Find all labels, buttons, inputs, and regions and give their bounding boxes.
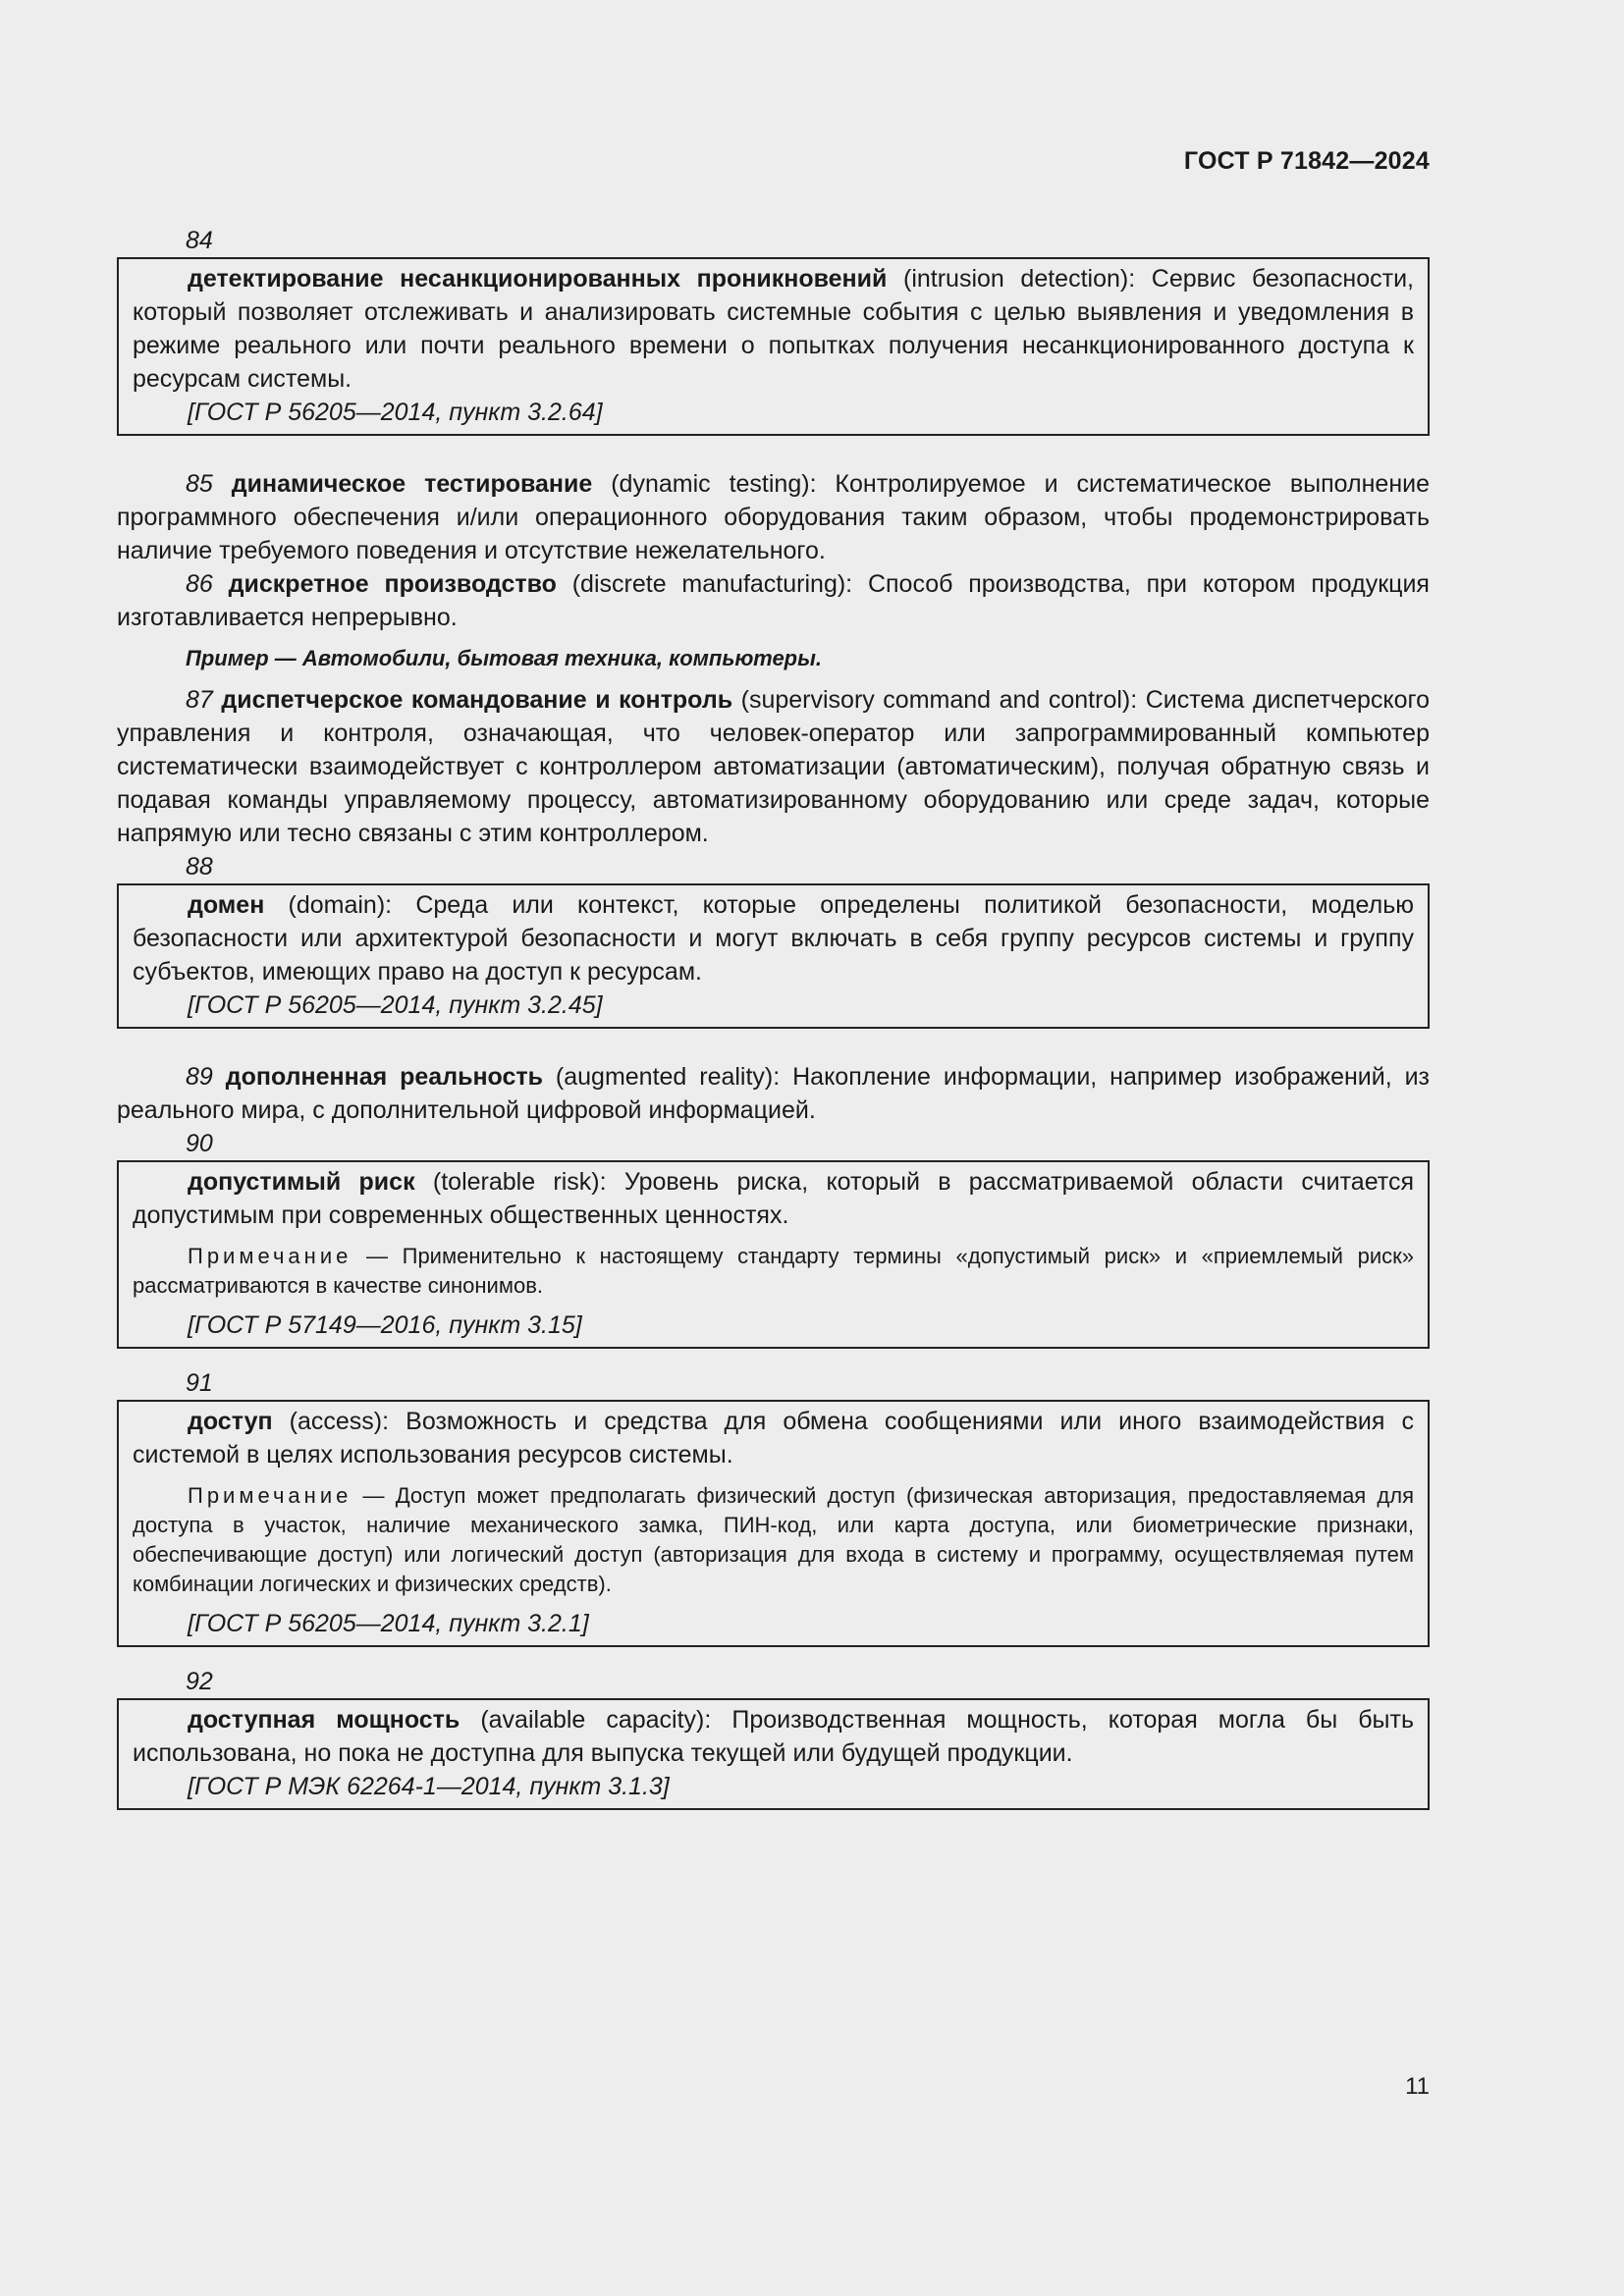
definition-text-85: : Контролируемое и систематическое выполнение программного обеспечения и/или операционного оборудования таким образом, чтобы продемонстрировать наличие требуемого поведения и отсутствие нежелательного. [117,470,1430,564]
definition-text-91: : Возможность и средства для обмена сообщениями или иного взаимодействия с системой в целях использования ресурсов системы. [133,1408,1414,1468]
term-88: домен [188,891,265,919]
term-84: детектирование несанкционированных проникновений [188,265,888,293]
entry-number-89: 89 [186,1063,213,1091]
definition-text-90: : Уровень риска, который в рассматриваемой области считается допустимым при современных общественных ценностях. [133,1168,1414,1229]
term-92: доступная мощность [188,1706,460,1734]
entry-definition-88 [133,888,1414,988]
entry-box-88 [117,883,1430,1029]
definition-text-92: : Производственная мощность, которая могла бы быть использована, но пока не доступна для выпуска текущей или будущей продукции. [133,1706,1414,1767]
source-ref-84: [ГОСТ Р 56205—2014, пункт 3.2.64] [188,399,603,426]
term-89: дополненная реальность [225,1063,543,1091]
term-en-89: (augmented reality) [543,1063,774,1091]
entry-box-91 [117,1400,1430,1647]
term-en-84: (intrusion detection) [887,265,1129,293]
note-label-91: Примечание [188,1483,352,1508]
definition-text-84: : Сервис безопасности, который позволяет отслеживать и анализировать системные события с целью выявления и уведомления в режиме реального или почти реального времени о попытках получения несанкционированного доступа к ресурсам системы. [133,265,1414,393]
term-en-88: (domain) [264,891,386,919]
entry-number-85: 85 [186,470,213,498]
note-label-90: Примечание [188,1244,352,1268]
document-header: ГОСТ Р 71842—2024 [1183,147,1430,175]
definition-text-89: : Накопление информации, например изображений, из реального мира, с дополнительной цифровой информацией. [117,1063,1430,1124]
example-86: Пример — Автомобили, бытовая техника, компьютеры. [186,646,823,670]
entry-definition-90 [133,1165,1414,1232]
source-ref-91: [ГОСТ Р 56205—2014, пункт 3.2.1] [188,1610,589,1637]
term-87: диспетчерское командование и контроль [221,686,733,714]
source-ref-92: [ГОСТ Р МЭК 62264-1—2014, пункт 3.1.3] [188,1773,670,1800]
entry-number-87: 87 [186,686,213,714]
term-en-91: (access) [272,1408,383,1435]
document-body [117,224,1430,1810]
term-86: дискретное производство [228,570,557,598]
entry-definition-84 [133,262,1414,396]
note-text-90: — Применительно к настоящему стандарту термины «допустимый риск» и «приемлемый риск» рассматриваются в качестве синонимов. [133,1244,1414,1298]
entry-number-90: 90 [186,1130,213,1157]
entry-definition-91 [133,1405,1414,1471]
entry-number-91: 91 [186,1369,213,1397]
source-ref-90: [ГОСТ Р 57149—2016, пункт 3.15] [188,1311,582,1339]
term-en-86: (discrete manufacturing) [556,570,846,598]
term-en-87: (supervisory command and control) [732,686,1131,714]
note-91 [133,1481,1414,1599]
term-en-92: (available capacity) [460,1706,705,1734]
entry-definition-89 [117,1060,1430,1127]
term-85: динамическое тестирование [231,470,593,498]
term-en-90: (tolerable risk) [414,1168,600,1196]
term-en-85: (dynamic testing) [592,470,810,498]
entry-box-84 [117,257,1430,436]
definition-text-86: : Способ производства, при котором продукция изготавливается непрерывно. [117,570,1430,631]
entry-number-92: 92 [186,1668,213,1695]
page-number: 11 [1405,2073,1430,2100]
entry-box-90 [117,1160,1430,1349]
source-ref-88: [ГОСТ Р 56205—2014, пункт 3.2.45] [188,991,603,1019]
definition-text-87: : Система диспетчерского управления и контроля, означающая, что человек-оператор или запрограммированный компьютер систематически взаимодействует с контроллером автоматизации (автоматическим), получая обратную связь и подавая команды управляемому процессу, автоматизированному оборудованию или среде задач, которые напрямую или тесно связаны с этим контроллером. [117,686,1430,847]
entry-definition-86 [117,567,1430,634]
note-text-91: — Доступ может предполагать физический доступ (физическая авторизация, предоставляемая для доступа в участок, наличие механического замка, ПИН-код, или карта доступа, или биометрические признаки, обеспечивающие доступ) или логический доступ (авторизация для входа в систему и программу, осуществляемая путем комбинации логических и физических средств). [133,1483,1414,1596]
note-90 [133,1242,1414,1301]
entry-number-84: 84 [186,227,213,254]
entry-box-92 [117,1698,1430,1810]
term-90: допустимый риск [188,1168,415,1196]
entry-definition-85 [117,467,1430,567]
term-91: доступ [188,1408,273,1435]
entry-definition-92 [133,1703,1414,1770]
definition-text-88: : Среда или контекст, которые определены политикой безопасности, моделью безопасности или архитектурой безопасности и могут включать в себя группу ресурсов системы и группу субъектов, имеющих право на доступ к ресурсам. [133,891,1414,986]
entry-number-86: 86 [186,570,213,598]
entry-definition-87 [117,683,1430,850]
entry-number-88: 88 [186,853,213,881]
